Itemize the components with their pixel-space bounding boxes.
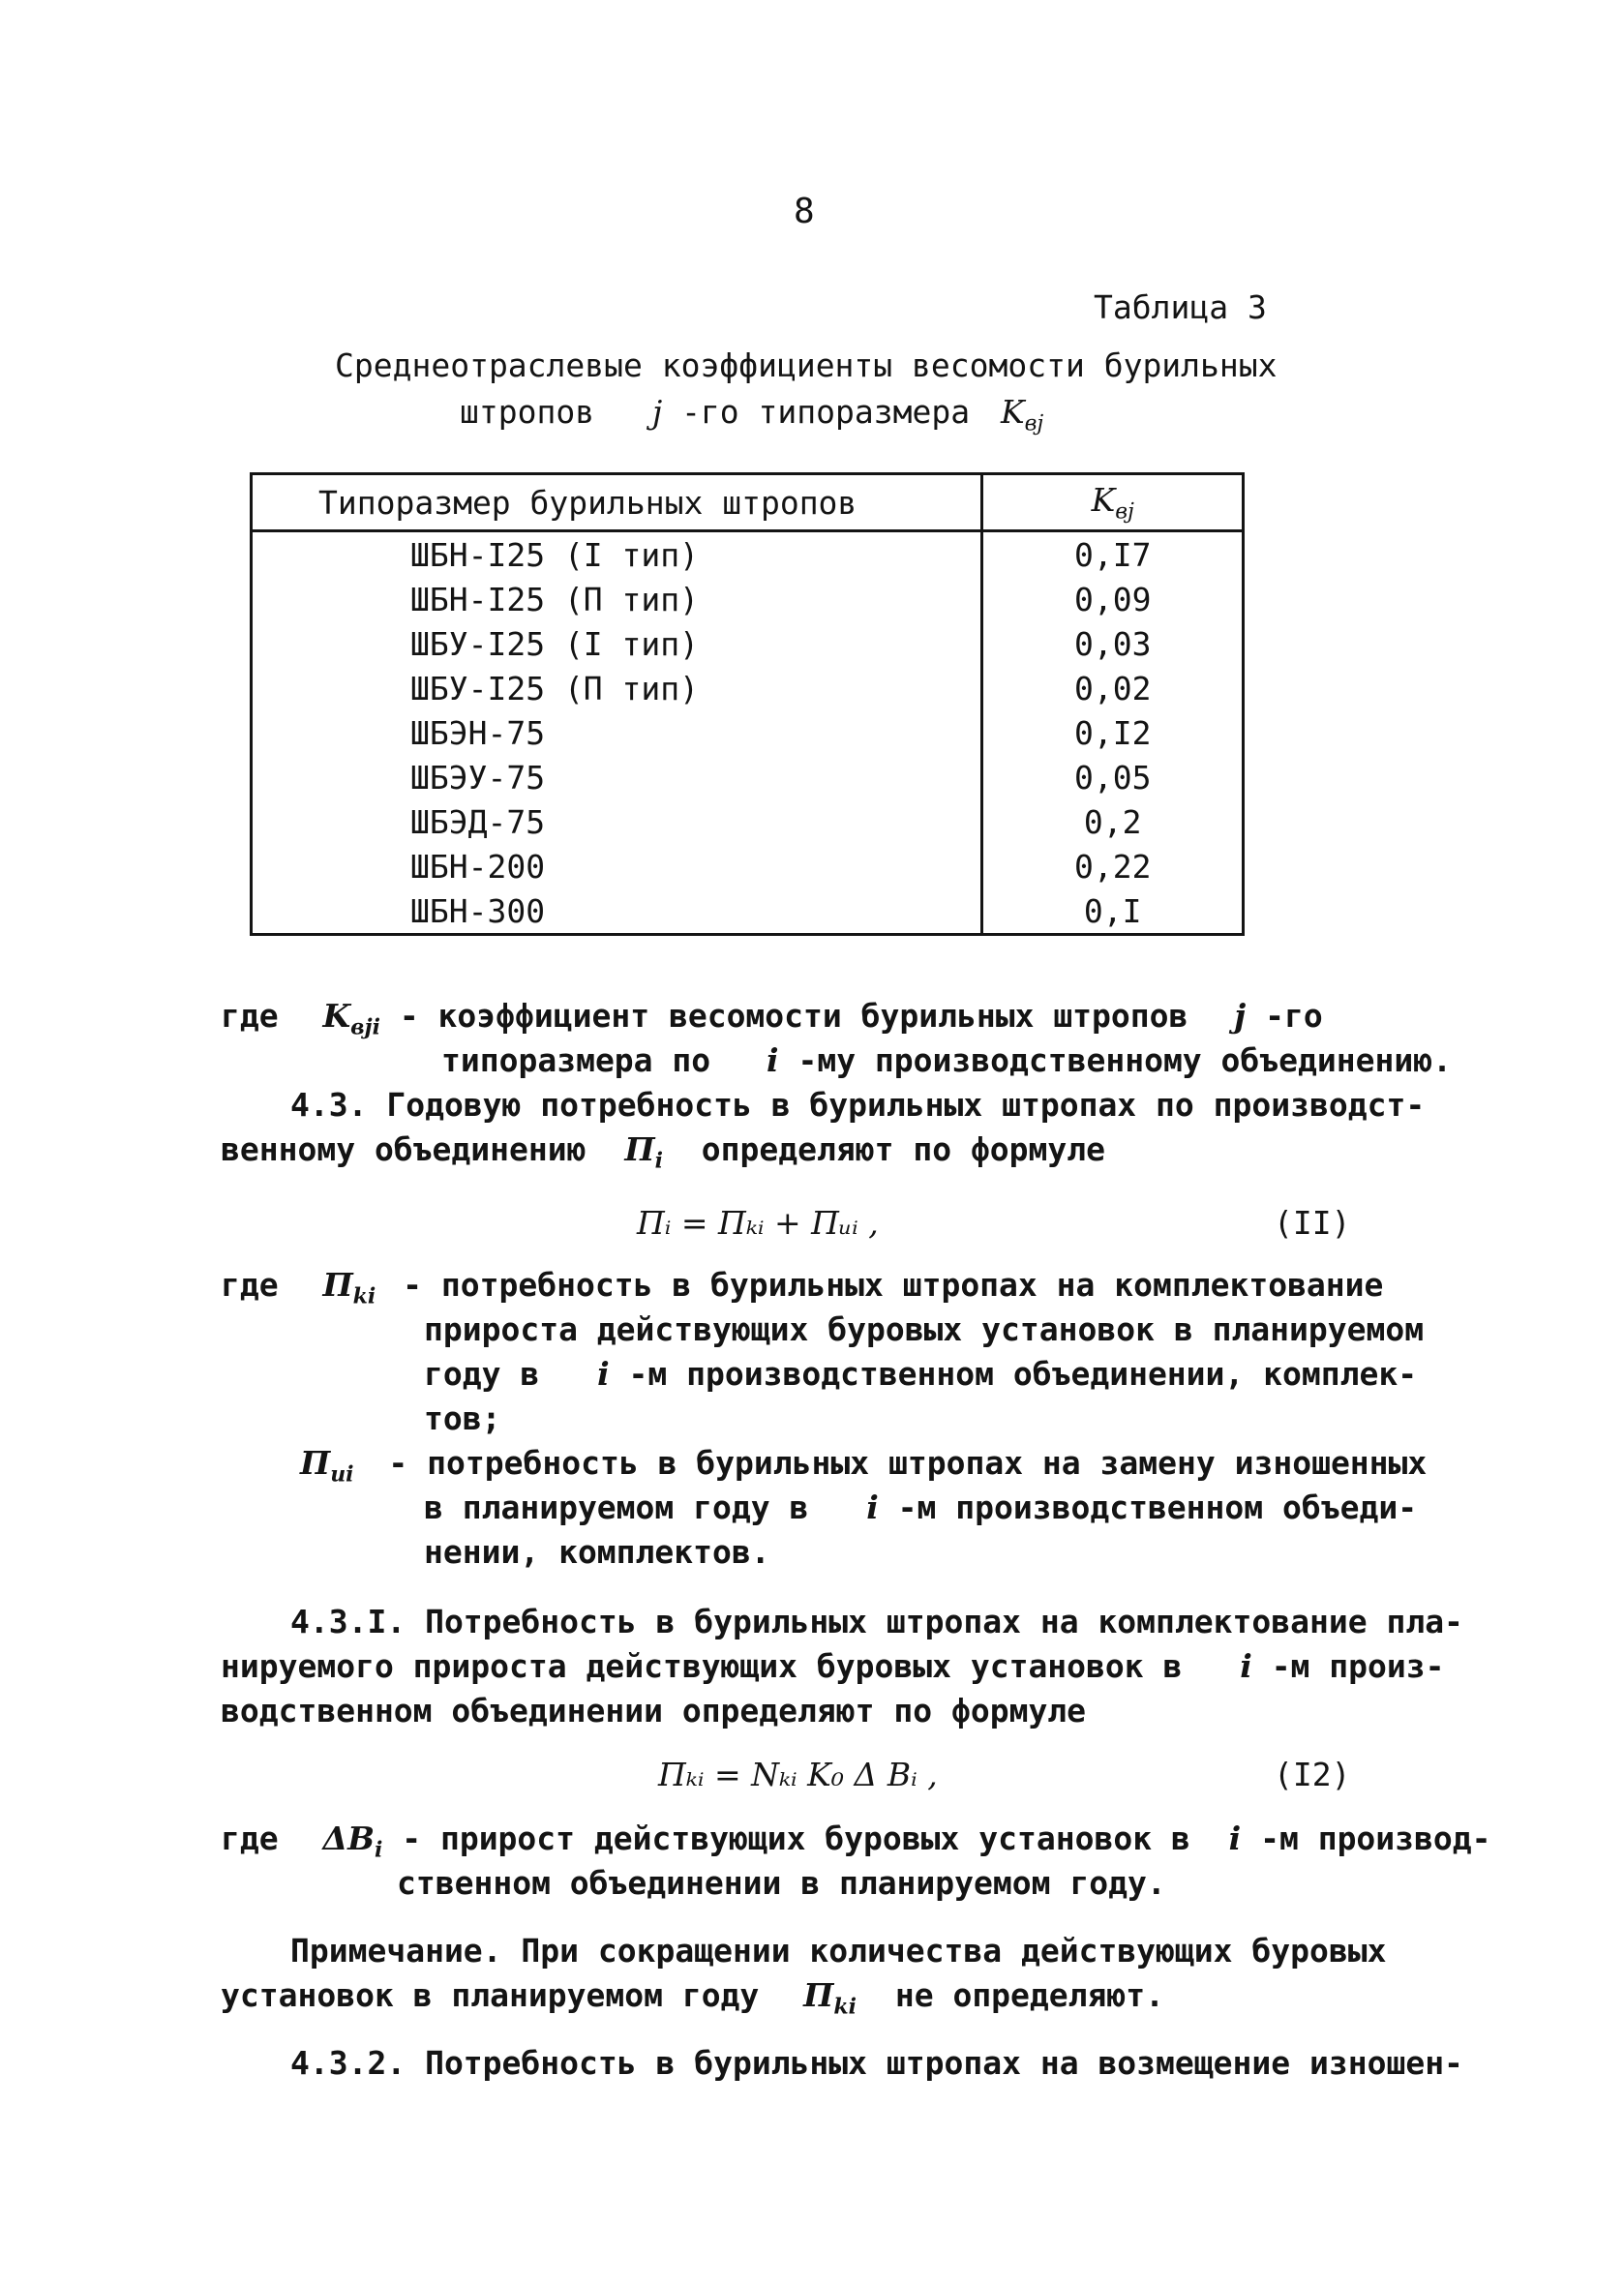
def-pui-line1: [300, 1444, 1427, 1488]
def-dbi-line1: [221, 1820, 1491, 1863]
p43-line1: 4.3. Годовую потребность в бурильных штропах по производст-: [290, 1086, 1426, 1124]
index-j-symbol: j: [651, 393, 663, 431]
formula-11-number: (II): [1274, 1204, 1351, 1242]
table-label: Таблица 3: [1094, 288, 1267, 326]
note-line2-a: установок в планируемом году: [221, 1976, 760, 2014]
note-line1: Примечание. При сокращении количества действующих буровых: [290, 1932, 1387, 1970]
kvji-main: K: [322, 997, 351, 1035]
p431-line2-b: -м произ-: [1271, 1647, 1445, 1685]
size-cell: ШБН-300: [252, 888, 982, 935]
index-i-symbol: i: [866, 1489, 879, 1526]
index-i-symbol: i: [1240, 1647, 1252, 1685]
kvji-line2-b: -му производственному объединению.: [797, 1041, 1452, 1079]
p43-line2: [221, 1130, 1105, 1174]
table-title-text-b: -го типоразмера: [681, 393, 971, 431]
dbi-symbol: [322, 1820, 383, 1863]
def-pki-line3: [424, 1355, 1417, 1393]
p43-line2-a: венному объединению: [221, 1130, 586, 1168]
index-i-symbol: i: [767, 1041, 779, 1079]
size-cell: ШБУ-I25 (I тип): [252, 621, 982, 666]
table-row: [252, 710, 1244, 755]
dbi-text: - прирост действующих буровых установок в: [402, 1820, 1190, 1857]
formula-11: Пᵢ = Пₖᵢ + Пᵤᵢ ,: [637, 1204, 879, 1242]
p43-symbol-sub: i: [654, 1148, 663, 1174]
dbi-text-end: -м производ-: [1260, 1820, 1491, 1857]
pui-line2-a: в планируемом году в: [424, 1489, 809, 1526]
index-i-symbol: i: [1228, 1820, 1242, 1857]
def-pki-line2: прироста действующих буровых установок в планируемом: [424, 1310, 1425, 1348]
table-row: [252, 621, 1244, 666]
note-symbol: [803, 1976, 857, 2020]
p43-symbol: [624, 1130, 663, 1174]
dbi-main: ΔB: [322, 1820, 375, 1857]
size-cell: ШБЭД-75: [252, 799, 982, 844]
dbi-sub: i: [374, 1837, 383, 1863]
p431-line1: 4.3.I. Потребность в бурильных штропах на комплектование пла-: [290, 1603, 1463, 1640]
pki-text: - потребность в бурильных штропах на комплектование: [403, 1266, 1384, 1304]
size-cell: ШБЭУ-75: [252, 755, 982, 799]
page-number: 8: [794, 192, 815, 231]
def-pui-line2: [424, 1489, 1417, 1526]
k-symbol: [1000, 393, 1044, 436]
pki-line3-b: -м производственном объединении, комплек-: [628, 1355, 1418, 1393]
word-gde: где: [221, 1266, 279, 1304]
k-value-cell: 0,09: [982, 577, 1244, 621]
kvji-sub: вji: [350, 1014, 380, 1040]
kvji-symbol: [322, 997, 380, 1040]
header-k-sub: вj: [1115, 499, 1134, 525]
p43-line2-b: определяют по формуле: [701, 1130, 1106, 1168]
word-gde: где: [221, 1820, 279, 1857]
k-value-cell: 0,03: [982, 621, 1244, 666]
formula-12-number: (I2): [1274, 1756, 1351, 1793]
pui-line2-b: -м производственном объеди-: [897, 1489, 1418, 1526]
p432-line1: 4.3.2. Потребность в бурильных штропах на возмещение изношен-: [290, 2044, 1463, 2082]
table-row: [252, 755, 1244, 799]
kvji-text: - коэффициент весомости бурильных штропов: [399, 997, 1188, 1035]
header-k-main: K: [1091, 480, 1116, 519]
pui-main: П: [300, 1444, 331, 1482]
pui-sub: ui: [330, 1461, 354, 1488]
header-size-col: Типоразмер бурильных штропов: [252, 474, 982, 531]
k-value-cell: 0,22: [982, 844, 1244, 888]
k-value-cell: 0,I2: [982, 710, 1244, 755]
table-row: [252, 888, 1244, 935]
table-title-line1: Среднеотраслевые коэффициенты весомости бурильных: [335, 346, 1278, 384]
table-header-row: [252, 474, 1244, 531]
coefficient-table: [250, 472, 1245, 936]
k-symbol-sub: вj: [1024, 411, 1044, 436]
table-title-text-a: штропов: [460, 393, 595, 431]
p431-line3: водственном объединении определяют по формуле: [221, 1692, 1087, 1730]
note-line2-b: не определяют.: [894, 1976, 1164, 2014]
note-line2: [221, 1976, 1164, 2020]
pui-symbol: [300, 1444, 354, 1488]
table-row: [252, 844, 1244, 888]
table-row: [252, 799, 1244, 844]
def-pui-line3: нении, комплектов.: [424, 1533, 770, 1571]
header-k-col: [982, 474, 1244, 531]
p431-line2-a: нируемого прироста действующих буровых установок в: [221, 1647, 1183, 1685]
k-value-cell: 0,05: [982, 755, 1244, 799]
word-gde: где: [221, 997, 279, 1035]
def-kvji-line2: [441, 1041, 1452, 1079]
p431-line2: [221, 1647, 1445, 1685]
def-dbi-line2: ственном объединении в планируемом году.: [397, 1864, 1166, 1902]
def-pki-line4: тов;: [424, 1399, 501, 1437]
pki-symbol: [322, 1266, 376, 1309]
note-symbol-sub: ki: [833, 1994, 857, 2020]
table-row: [252, 531, 1244, 578]
index-j-symbol: j: [1234, 997, 1247, 1035]
k-value-cell: 0,I: [982, 888, 1244, 935]
p43-symbol-main: П: [624, 1130, 655, 1168]
def-pki-line1: [221, 1266, 1383, 1309]
def-kvji-line1: [221, 997, 1323, 1040]
size-cell: ШБН-I25 (П тип): [252, 577, 982, 621]
size-cell: ШБУ-I25 (П тип): [252, 666, 982, 710]
k-value-cell: 0,02: [982, 666, 1244, 710]
table-row: [252, 666, 1244, 710]
size-cell: ШБН-200: [252, 844, 982, 888]
table-title-line2: [460, 393, 1043, 436]
pki-sub: ki: [352, 1283, 376, 1309]
pui-text: - потребность в бурильных штропах на замену изношенных: [388, 1444, 1428, 1482]
kvji-line2-a: типоразмера по: [441, 1041, 711, 1079]
table-row: [252, 577, 1244, 621]
note-symbol-main: П: [803, 1976, 834, 2014]
k-value-cell: 0,I7: [982, 531, 1244, 578]
size-cell: ШБЭН-75: [252, 710, 982, 755]
k-symbol-main: K: [1000, 393, 1025, 431]
formula-12: Пₖᵢ = Nₖᵢ K₀ Δ Bᵢ ,: [658, 1756, 938, 1793]
index-i-symbol: i: [597, 1355, 610, 1393]
kvji-text-end: -го: [1265, 997, 1323, 1035]
pki-line3-a: году в: [424, 1355, 540, 1393]
size-cell: ШБН-I25 (I тип): [252, 531, 982, 578]
k-value-cell: 0,2: [982, 799, 1244, 844]
pki-main: П: [322, 1266, 353, 1304]
